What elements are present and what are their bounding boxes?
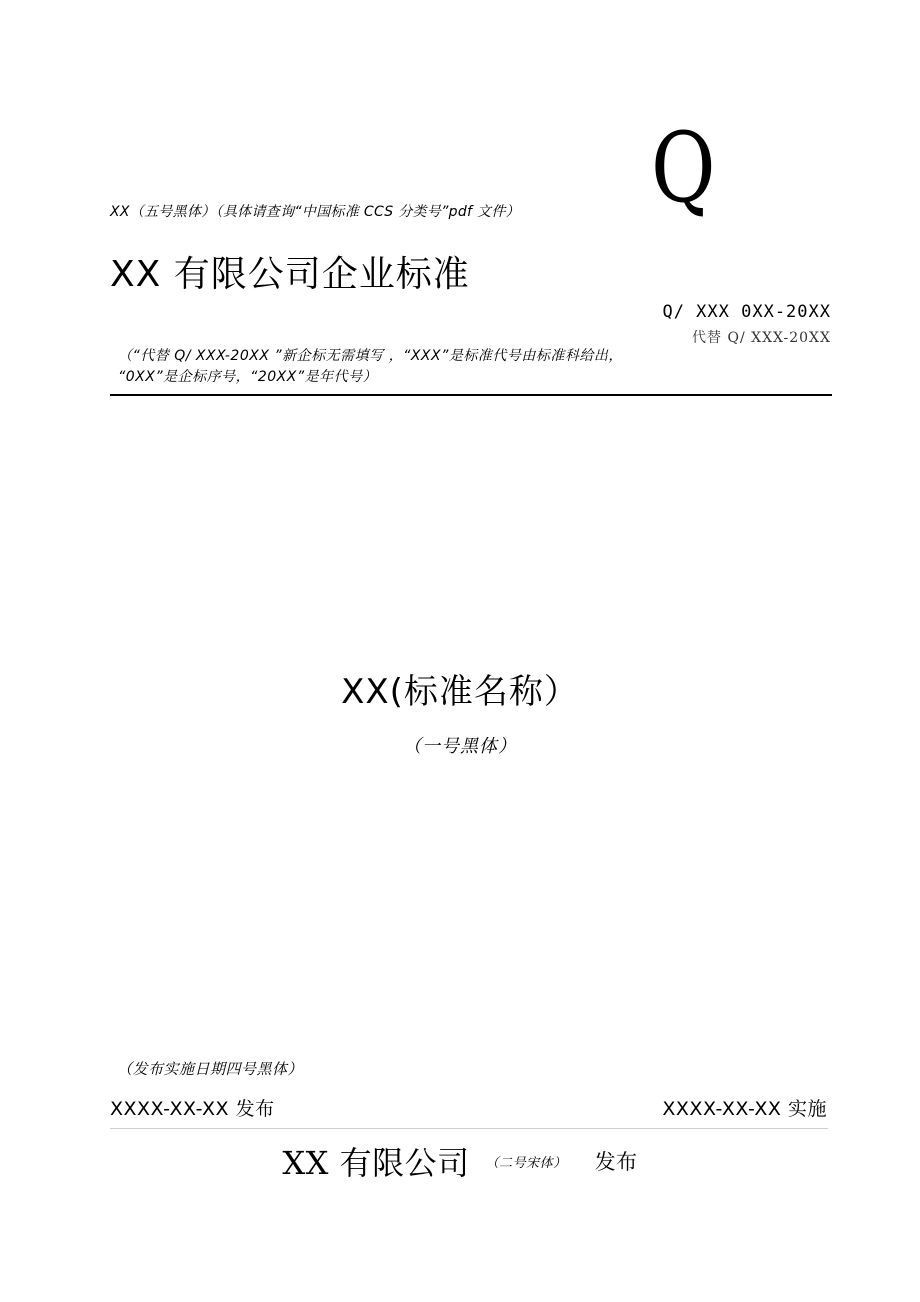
publisher-company: XX 有限公司 xyxy=(282,1144,470,1182)
footer-divider xyxy=(110,1128,828,1129)
code-explanation-line-2: “0XX”是企标序号，“20XX”是年代号） xyxy=(118,369,378,385)
standard-code: Q/ XXX 0XX-20XX xyxy=(662,302,831,322)
publisher-line xyxy=(0,1138,920,1184)
replaces-standard-code: 代替 Q/ XXX-20XX xyxy=(692,330,831,346)
publisher-release-label: 发布 xyxy=(594,1150,638,1174)
header-divider xyxy=(110,394,832,396)
date-font-note: （发布实施日期四号黑体） xyxy=(117,1060,304,1078)
standard-name-font-note: （一号黑体） xyxy=(403,736,517,757)
standard-q-logo: Q xyxy=(651,112,716,224)
standard-name-title: XX(标准名称） xyxy=(341,672,579,712)
implementation-date: XXXX-XX-XX 实施 xyxy=(662,1098,827,1120)
publisher-font-note: （二号宋体） xyxy=(485,1155,567,1171)
code-explanation-line-1: （“代替 Q/ XXX-20XX ”新企标无需填写 ，“XXX”是标准代号由标准科给出， xyxy=(118,348,623,364)
issue-date: XXXX-XX-XX 发布 xyxy=(110,1098,275,1120)
ccs-classification-note: XX（五号黑体）（具体请查询“中国标准 CCS 分类号”pdf 文件） xyxy=(110,204,520,220)
company-standard-title: XX 有限公司企业标准 xyxy=(110,254,470,295)
